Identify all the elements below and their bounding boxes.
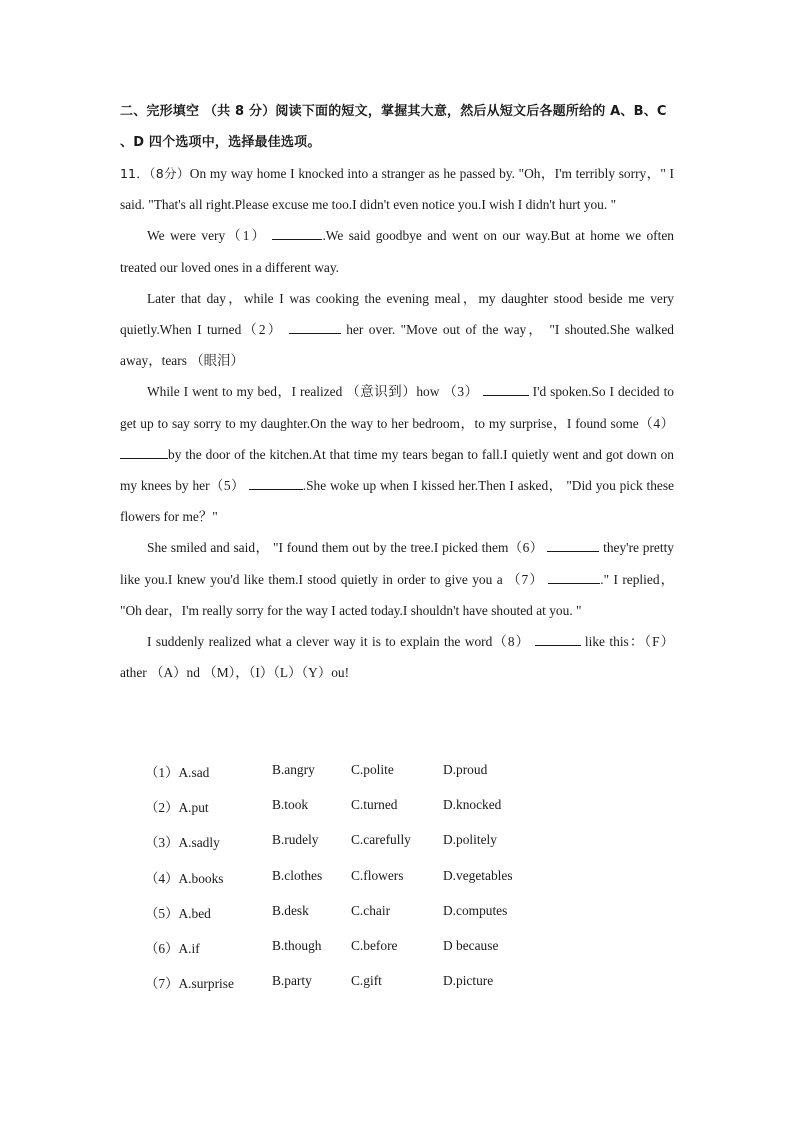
passage-paragraph-4 (120, 376, 674, 532)
passage-text: ." I replied， "Oh dear，I'm really sorry for the way I acted today.I shouldn't have shouted at you. " (120, 571, 674, 618)
option-c[interactable]: C.gift (351, 973, 382, 989)
passage-paragraph-6 (120, 626, 674, 688)
passage-text: While I went to my bed，I realized （意识到）how （3） (147, 384, 479, 400)
question-number: 11．（8分） (120, 166, 190, 181)
option-c[interactable]: C.polite (351, 762, 394, 777)
section-heading-line-1: 二、完形填空 （共 8 分）阅读下面的短文，掌握其大意，然后从短文后各题所给的 A、B、C (120, 104, 667, 119)
option-number: （6） (145, 940, 179, 956)
option-a[interactable] (145, 938, 200, 957)
passage-text: they're pretty like you.I knew you'd like them.I stood quietly in order to give you a （7） (120, 540, 674, 587)
option-a-text: A.surprise (178, 976, 234, 992)
option-b[interactable]: B.angry (272, 762, 315, 777)
option-number: （4） (145, 870, 179, 886)
option-number: （1） (145, 765, 179, 780)
option-b[interactable]: B.though (272, 937, 322, 953)
option-number: （5） (145, 905, 179, 921)
blank-7[interactable] (548, 571, 600, 584)
passage-text: Later that day，while I was cooking the evening meal，my daughter stood beside me very quietly.When I turned（2） (120, 290, 674, 338)
passage-paragraph-1 (120, 158, 674, 220)
passage-text: like this：（F）ather （A）nd （M），（I）（L）（Y）ou! (120, 634, 674, 681)
option-a-text: A.sad (178, 765, 210, 780)
passage-text: She smiled and said， "I found them out by the tree.I picked them（6） (147, 540, 544, 556)
option-b[interactable]: B.rudely (272, 832, 319, 848)
option-d[interactable]: D.picture (443, 973, 494, 989)
passage-text: by the door of the kitchen.At that time my tears began to fall.I quietly went and got down on my knees by her（5） (120, 446, 674, 494)
option-row (145, 860, 595, 895)
option-a-text: A.sadly (178, 835, 220, 851)
option-row (145, 824, 595, 859)
passage-text: I suddenly realized what a clever way it is to explain the word（8） (147, 634, 531, 650)
option-number: （2） (145, 800, 179, 816)
option-d[interactable]: D.knocked (443, 797, 502, 813)
option-d[interactable]: D.proud (443, 762, 488, 777)
section-heading-line-2: 、D 四个选项中，选择最佳选项。 (120, 135, 321, 150)
option-d[interactable]: D.politely (443, 832, 497, 848)
passage-text: On my way home I knocked into a stranger as he passed by. "Oh，I'm terribly sorry，" I said. "That's all right.Please excuse me too.I didn't even notice you.I wish I didn't hurt you. " (120, 166, 674, 213)
passage-text: We were very（1） (147, 228, 267, 244)
option-c[interactable]: C.before (351, 937, 398, 953)
option-b[interactable]: B.party (272, 973, 312, 989)
option-c[interactable]: C.flowers (351, 867, 404, 883)
option-row (145, 930, 595, 965)
blank-1[interactable] (272, 227, 322, 240)
option-a-text: A.books (178, 870, 224, 886)
section-heading (120, 96, 680, 158)
option-row (145, 789, 595, 824)
option-a[interactable] (145, 903, 211, 922)
cloze-passage (120, 158, 674, 688)
passage-text: .We said goodbye and went on our way.But at home we often treated our loved ones in a different way. (120, 228, 674, 275)
option-number: （3） (145, 835, 179, 851)
option-b[interactable]: B.clothes (272, 867, 323, 883)
passage-text: .She woke up when I kissed her.Then I asked， "Did you pick these flowers for me？" (120, 478, 674, 525)
option-a-text: A.put (178, 800, 209, 816)
option-d[interactable]: D.computes (443, 902, 508, 918)
blank-5[interactable] (249, 477, 303, 490)
option-a-text: A.if (178, 940, 200, 956)
option-c[interactable]: C.turned (351, 797, 398, 813)
option-a-text: A.bed (178, 905, 211, 921)
option-a[interactable] (145, 832, 220, 851)
option-b[interactable]: B.desk (272, 902, 309, 918)
option-row (145, 895, 595, 930)
option-number: （7） (145, 976, 179, 992)
option-a[interactable] (145, 797, 209, 816)
blank-2[interactable] (289, 321, 341, 334)
option-a[interactable] (145, 973, 234, 992)
option-b[interactable]: B.took (272, 797, 309, 813)
passage-text: I'd spoken.So I decided to get up to say sorry to my daughter.On the way to her bedroom，to my surprise，I found some（4） (120, 384, 674, 431)
passage-text: her over. "Move out of the way， "I shouted.She walked away，tears （眼泪） (120, 322, 674, 369)
option-d[interactable]: D because (443, 937, 499, 953)
passage-paragraph-2 (120, 220, 674, 282)
option-c[interactable]: C.chair (351, 902, 391, 918)
option-a[interactable] (145, 868, 224, 887)
option-a[interactable] (145, 762, 209, 781)
passage-paragraph-5 (120, 532, 674, 626)
blank-3[interactable] (483, 383, 529, 396)
blank-6[interactable] (547, 539, 599, 552)
blank-4[interactable] (120, 446, 168, 459)
option-row (145, 754, 595, 789)
blank-8[interactable] (535, 633, 581, 646)
passage-paragraph-3 (120, 283, 674, 377)
option-c[interactable]: C.carefully (351, 832, 411, 848)
answer-options (145, 754, 595, 1000)
option-d[interactable]: D.vegetables (443, 867, 513, 883)
option-row (145, 965, 595, 1000)
